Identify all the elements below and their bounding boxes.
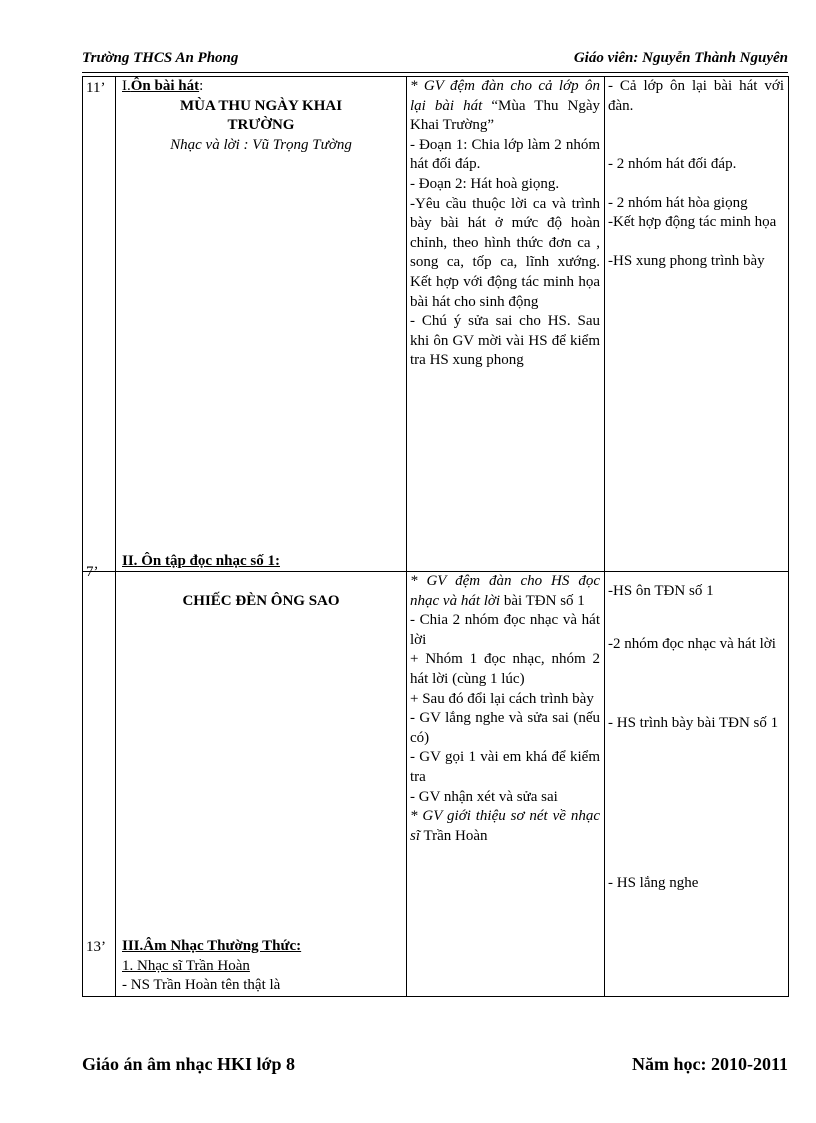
hs-step-8: - HS trình bày bài TĐN số 1 [608,715,779,732]
gv-step-1 [407,77,604,136]
section3-desc: - NS Trần Hoàn tên thật là [122,977,281,994]
time-7: 7’ [86,563,99,580]
time-11: 11’ [86,80,106,96]
song-credit: Nhạc và lời : Vũ Trọng Tường [170,136,352,153]
gv-step-1-italic: * GV đệm đàn cho cả lớp ôn lại bài hát [410,78,600,114]
gv-step-10: - GV lắng nghe và sửa sai (nếu có) [410,710,600,746]
time-13: 13’ [86,939,106,955]
hs-step-6: -HS ôn TĐN số 1 [608,583,714,599]
gv-step-1-text: “Mùa Thu Ngày Khai Trường” [410,97,601,134]
section2-numeral: II. [122,553,138,569]
content-cell [116,77,407,572]
gv-step-6-text: bài TĐN số 1 [500,592,585,609]
teacher-name: Giáo viên: Nguyễn Thành Nguyên [573,50,788,66]
section1-heading [116,77,406,97]
header-rule [82,72,788,73]
hs-step-5: -HS xung phong trình bày [608,252,765,269]
lesson-plan-table [82,76,789,997]
table-row [83,572,789,997]
school-name: Trường THCS An Phong [82,50,239,66]
teacher-activity-cell [407,572,605,997]
gv-step-6 [407,572,604,611]
footer-course: Giáo án âm nhạc HKI lớp 8 [82,1054,296,1074]
time-cell [83,77,116,580]
gv-step-4: -Yêu cầu thuộc lời ca và trình bày bài hát ở mức độ hoàn chỉnh, theo hình thức đơn ca , song ca, tốp ca, lĩnh xướng. Kết hợp với động tác minh họa bài hát cho sinh động [410,195,600,310]
student-activity-cell [605,572,789,997]
content-cell [116,553,407,997]
gv-step-13 [407,807,604,846]
gv-step-3: - Đoạn 2: Hát hoà giọng. [410,175,560,192]
hs-step-2: - 2 nhóm hát đối đáp. [608,156,737,173]
section3-heading: III.Âm Nhạc Thường Thức: [122,938,302,955]
gv-step-2: - Đoạn 1: Chia lớp làm 2 nhóm hát đối đáp. [410,136,600,173]
table-row [83,77,789,572]
hs-step-3: - 2 nhóm hát hòa giọng [608,194,748,211]
section2-heading [116,552,406,572]
gv-step-11: - GV gọi 1 vài em khá để kiểm tra [410,749,600,785]
footer-school-year: Năm học: 2010-2011 [632,1054,788,1074]
tdn-song-title: CHIẾC ĐÈN ÔNG SAO [182,592,340,609]
song-title-line1: MÙA THU NGÀY KHAI [179,97,343,114]
section3-subheading: 1. Nhạc sĩ Trần Hoàn [122,957,250,974]
section1-heading-text: Ôn bài hát [130,78,200,94]
gv-step-7: - Chia 2 nhóm đọc nhạc và hát lời [410,612,600,648]
gv-step-12: - GV nhận xét và sửa sai [410,788,558,805]
song-title-line2: TRƯỜNG [227,117,295,134]
hs-step-7: -2 nhóm đọc nhạc và hát lời [608,635,776,652]
student-activity-cell [605,77,789,572]
page-footer [82,1054,788,1078]
gv-step-13-text: Trần Hoàn [420,827,488,844]
hs-step-1: - Cả lớp ôn lại bài hát với đàn. [608,78,784,114]
gv-step-8: + Nhóm 1 đọc nhạc, nhóm 2 hát lời (cùng 1 lúc) [410,651,600,687]
section1-colon: : [199,78,204,94]
hs-step-9: - HS lắng nghe [608,874,699,891]
time-cell [83,572,116,997]
hs-step-4: -Kết hợp động tác minh họa [608,214,777,231]
gv-step-5: - Chú ý sửa sai cho HS. Sau khi ôn GV mời vài HS để kiểm tra HS xung phong [410,313,600,369]
section1-prefix: I. [122,78,131,94]
teacher-activity-cell [407,77,605,572]
gv-step-13-italic: * GV giới thiệu sơ nét về nhạc sĩ [410,808,600,844]
gv-step-9: + Sau đó đổi lại cách trình bày [410,690,594,707]
gv-step-6-italic: * GV đệm đàn cho HS đọc nhạc và hát lời [410,573,600,609]
page-header [82,50,788,72]
section2-heading-text: Ôn tập đọc nhạc số 1: [137,553,280,569]
